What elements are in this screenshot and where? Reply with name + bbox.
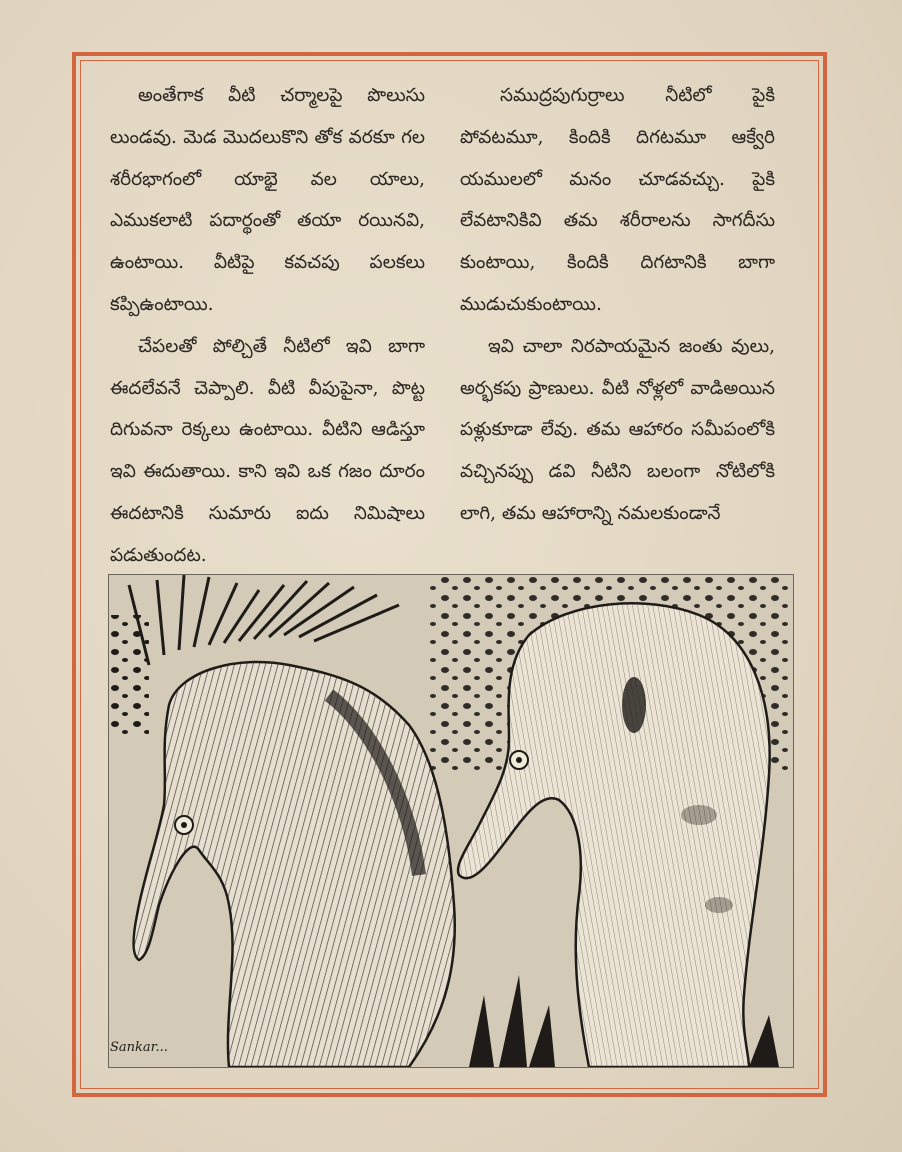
- paragraph: చేపలతో పోల్చితే నీటిలో ఇవి బాగా ఈదలేవనే చెప్పాలి. వీటి వీపుపైనా, పొట్ట దిగువనా రెక్కలు ఉంటాయి. వీటిని ఆడిస్తూ ఇవి ఈదుతాయి. కాని ఇవి ఒక గజం దూరం ఈదటానికి సుమారు ఐదు నిమిషాలు పడుతుందట.: [110, 335, 425, 566]
- text-column-right: [460, 75, 775, 535]
- paragraph: సముద్రపుగుర్రాలు నీటిలో పైకి పోవటమూ, కిందికి దిగటమూ ఆక్వేరి యములలో మనం చూడవచ్చు. పైకి లేవటానికివి తమ శరీరాలను సాగదీసు కుంటాయి, కిందికి దిగటానికి బాగా ముడుచుకుంటాయి.: [460, 85, 775, 315]
- seahorse-illustration: [108, 574, 794, 1068]
- paragraph: అంతేగాక వీటి చర్మాలపై పొలుసు లుండవు. మెడ మొదలుకొని తోక వరకూ గల శరీరభాగంలో యాభై వల యాలు, ఎముకలాటి పదార్థంతో తయా రయినవి, ఉంటాయి. వీటిపై కవచపు పలకలు కప్పిఉంటాయి.: [110, 85, 425, 315]
- paragraph: ఇవి చాలా నిరపాయమైన జంతు వులు, అర్భకపు ప్రాణులు. వీటి నోళ్లలో వాడిఅయిన పళ్లుకూడా లేవు. తమ ఆహారం సమీపంలోకి వచ్చినప్పు డవి నీటిని బలంగా నోటిలోకి లాగి, తమ ఆహారాన్ని నమలకుండానే: [460, 335, 775, 524]
- seahorse-drawing: [109, 575, 793, 1067]
- text-column-left: [110, 75, 425, 577]
- artist-signature: Sankar...: [110, 1040, 168, 1055]
